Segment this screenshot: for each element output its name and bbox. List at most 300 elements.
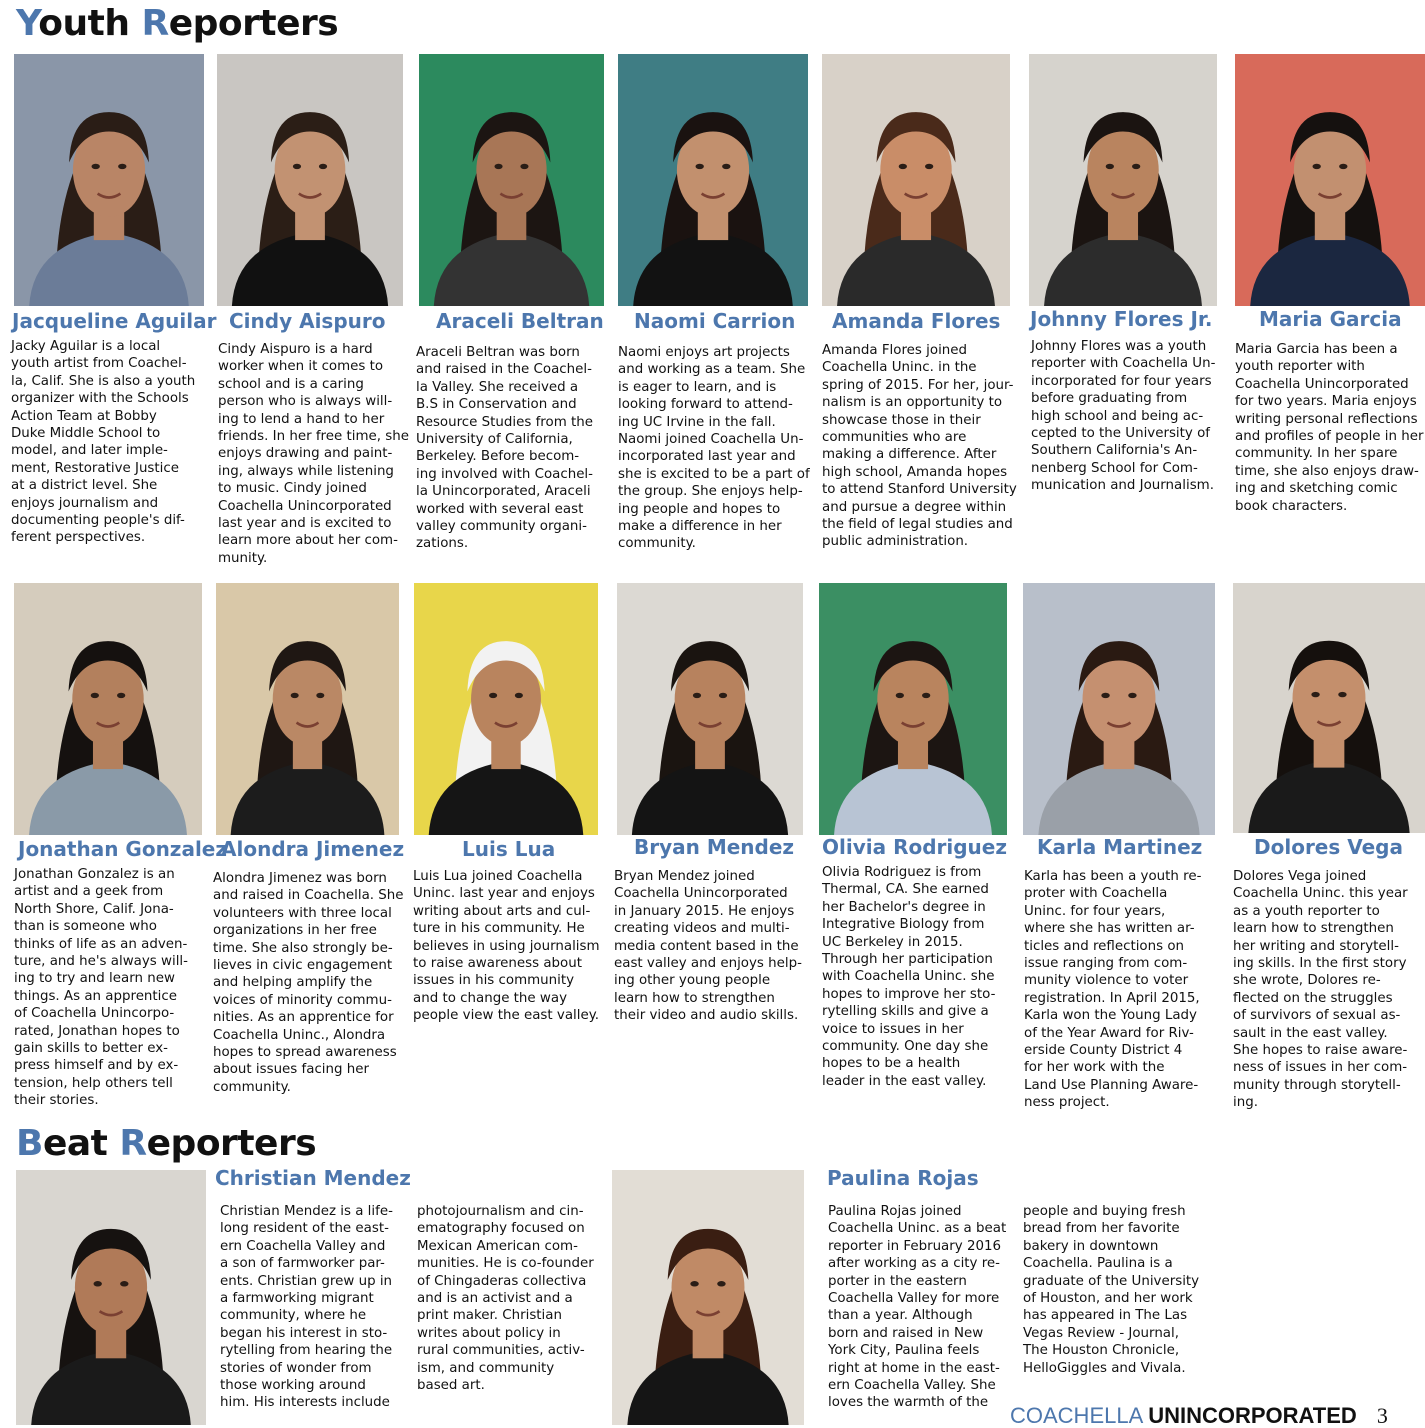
bio-line: Bryan Mendez joined	[614, 869, 755, 884]
bio-line: Southern California's An-	[1031, 443, 1198, 459]
portrait-left-eye	[896, 693, 904, 698]
bio-line: as a youth reporter to	[1233, 903, 1380, 919]
bio-line: Coachella Unincorporated	[614, 886, 788, 902]
bio-line: the group. She enjoys help-	[618, 484, 803, 500]
bio-line: Coachella. Paulina is a	[1023, 1256, 1173, 1272]
reporter-name: Luis Lua	[462, 837, 556, 861]
bio-line: thinks of life as an adven-	[14, 936, 188, 952]
bio-line: ism, and community	[417, 1360, 555, 1376]
reporter-photo	[14, 54, 204, 306]
portrait-right-eye	[1128, 693, 1136, 698]
bio-line: volunteers with three local	[213, 905, 392, 921]
reporter-name: Naomi Carrion	[634, 309, 796, 333]
bio-line: gain skills to better ex-	[14, 1041, 168, 1057]
bio-line: Through her participation	[822, 952, 993, 968]
portrait-left-eye	[690, 1281, 698, 1286]
bio-line: community, where he	[220, 1308, 367, 1324]
portrait-illustration	[612, 1170, 804, 1425]
bio-line: reporter with Coachella Un-	[1031, 356, 1216, 372]
reporter-photo	[612, 1170, 804, 1425]
bio-line: press himself and by ex-	[14, 1058, 179, 1074]
publication-footer	[1010, 1404, 1388, 1428]
bio-line: Luis Lua joined Coachella	[413, 869, 583, 884]
reporter-bio	[413, 868, 600, 1025]
reporter-photo	[419, 54, 604, 306]
bio-line: and raised in Coachella. She	[213, 888, 404, 904]
bio-line: model, and later imple-	[11, 443, 168, 459]
reporter-name: Araceli Beltran	[436, 309, 604, 333]
bio-line: ern Coachella Valley and	[220, 1238, 386, 1254]
beat-reporters-heading: Beat Reporters	[16, 1123, 317, 1164]
bio-line: Karla has been a youth re-	[1024, 869, 1202, 884]
bio-line: Naomi enjoys art projects	[618, 345, 790, 360]
bio-line: issues in his community	[413, 973, 575, 989]
bio-line: community. In her spare	[1235, 446, 1398, 462]
reporter-name: Alondra Jimenez	[221, 837, 405, 861]
bio-line: Naomi joined Coachella Un-	[618, 432, 804, 448]
bio-line: learn more about her com-	[218, 533, 398, 549]
bio-line: ing to try and learn new	[14, 971, 175, 987]
reporter-bio	[1235, 341, 1423, 515]
bio-line: and pursue a degree within	[822, 499, 1007, 515]
bio-line: ness project.	[1024, 1095, 1110, 1111]
bio-line: is eager to learn, and is	[618, 379, 777, 395]
bio-line: public administration.	[822, 534, 969, 550]
bio-line: documenting people's dif-	[11, 513, 185, 529]
reporter-name: Karla Martinez	[1037, 835, 1203, 859]
bio-line: the field of legal studies and	[822, 517, 1013, 533]
bio-line: print maker. Christian	[417, 1308, 562, 1324]
bio-line: Johnny Flores was a youth	[1031, 339, 1207, 354]
portrait-right-eye	[117, 693, 125, 698]
bio-line: organizer with the Schools	[11, 391, 189, 407]
bio-line: time, she also enjoys draw-	[1235, 463, 1419, 479]
portrait-right-eye	[719, 693, 727, 698]
reporter-name: Paulina Rojas	[827, 1166, 979, 1190]
bio-line: school and is a caring	[218, 376, 364, 392]
bio-line: hopes to improve her sto-	[822, 986, 996, 1002]
reporter-name: Cindy Aispuro	[229, 309, 386, 333]
portrait-left-eye	[1106, 164, 1114, 169]
portrait-left-eye	[94, 1281, 102, 1286]
bio-line: worked with several east	[416, 501, 584, 517]
portrait-illustration	[618, 54, 808, 306]
portrait-left-eye	[693, 693, 701, 698]
bio-line: ern Coachella Valley. She	[828, 1378, 996, 1394]
portrait-illustration	[819, 583, 1007, 835]
bio-line: of Chingaderas collectiva	[417, 1273, 587, 1289]
bio-line: of survivors of sexual as-	[1233, 1008, 1401, 1024]
bio-line: issue ranging from com-	[1024, 956, 1188, 972]
portrait-illustration	[216, 583, 399, 835]
portrait-illustration	[617, 583, 803, 835]
bio-line: him. His interests include	[220, 1395, 390, 1411]
bio-line: and to change the way	[413, 990, 567, 1006]
reporter-photo	[414, 583, 598, 835]
bio-line: Coachella Valley for more	[828, 1291, 1000, 1307]
bio-line: and helping amplify the	[213, 975, 373, 991]
reporter-name: Maria Garcia	[1259, 307, 1402, 331]
bio-line: Maria Garcia has been a	[1235, 342, 1398, 357]
bio-line: for her work with the	[1024, 1060, 1165, 1076]
reporter-bio	[11, 338, 195, 547]
portrait-left-eye	[489, 693, 497, 698]
bio-line: creating videos and multi-	[614, 921, 790, 937]
bio-line: enjoys drawing and paint-	[218, 446, 393, 462]
bio-line: Coachella Uninc. as a beat	[828, 1221, 1007, 1237]
reporter-bio	[220, 1203, 393, 1412]
bio-line: nities. As an apprentice for	[213, 1010, 394, 1026]
bio-line: graduate of the University	[1023, 1273, 1200, 1289]
reporter-photo	[216, 583, 399, 835]
portrait-right-eye	[1338, 692, 1346, 697]
reporter-photo	[618, 54, 808, 306]
bio-line: to music. Cindy joined	[218, 481, 367, 497]
portrait-right-eye	[316, 693, 324, 698]
reporter-photo	[617, 583, 803, 835]
bio-line: in January 2015. He enjoys	[614, 903, 795, 919]
bio-line: make a difference in her	[618, 519, 782, 535]
bio-line: Coachella Unincorporated	[1235, 376, 1409, 392]
bio-line: incorporated for four years	[1031, 373, 1212, 389]
portrait-illustration	[14, 583, 202, 835]
bio-line: Land Use Planning Aware-	[1024, 1077, 1199, 1093]
bio-line: Paulina Rojas joined	[828, 1204, 962, 1219]
bio-line: ing.	[1233, 1095, 1258, 1111]
bio-line: registration. In April 2015,	[1024, 990, 1200, 1006]
bio-line: born and raised in New	[828, 1325, 984, 1341]
portrait-right-eye	[925, 164, 933, 169]
bio-line: has appeared in The Las	[1023, 1308, 1188, 1324]
portrait-illustration	[822, 54, 1010, 306]
bio-line: ness of issues in her com-	[1233, 1060, 1408, 1076]
youth-reporters-heading: Youth Reporters	[16, 3, 339, 44]
bio-line: long resident of the east-	[220, 1221, 389, 1237]
bio-line: Cindy Aispuro is a hard	[218, 342, 373, 357]
portrait-right-eye	[1132, 164, 1140, 169]
bio-line: time. She also strongly be-	[213, 940, 393, 956]
bio-line: lieves in civic engagement	[213, 958, 393, 974]
reporter-bio	[822, 342, 1017, 551]
bio-line: high school, Amanda hopes	[822, 464, 1008, 480]
bio-line: writes about policy in	[417, 1325, 561, 1341]
bio-line: Jonathan Gonzalez is an	[14, 867, 175, 882]
portrait-right-eye	[1339, 164, 1347, 169]
reporter-bio	[1023, 1203, 1199, 1377]
reporter-photo	[217, 54, 403, 306]
portrait-left-eye	[494, 164, 502, 169]
bio-line: cepted to the University of	[1031, 426, 1210, 442]
bio-line: tension, help others tell	[14, 1075, 173, 1091]
reporter-bio	[1024, 868, 1201, 1112]
bio-line: ing other young people	[614, 973, 771, 989]
bio-line: la, Calif. She is also a youth	[11, 373, 196, 389]
reporter-bio	[14, 866, 188, 1110]
portrait-left-eye	[899, 164, 907, 169]
bio-line: where she has written ar-	[1024, 921, 1195, 937]
bio-line: munity.	[218, 550, 268, 566]
bio-line: people and buying fresh	[1023, 1204, 1186, 1219]
reporter-name: Olivia Rodriguez	[822, 835, 1007, 859]
bio-line: UC Berkeley in 2015.	[822, 934, 963, 950]
bio-line: incorporated last year and	[618, 449, 796, 465]
bio-line: sault in the east valley.	[1233, 1025, 1388, 1041]
bio-line: those working around	[220, 1378, 366, 1394]
bio-line: porter in the eastern	[828, 1273, 967, 1289]
reporter-photo	[1029, 54, 1217, 306]
bio-line: ematography focused on	[417, 1221, 585, 1237]
bio-line: worker when it comes to	[218, 359, 384, 375]
bio-line: Integrative Biology from	[822, 917, 985, 933]
portrait-right-eye	[120, 1281, 128, 1286]
portrait-left-eye	[1313, 164, 1321, 169]
bio-line: zations.	[416, 536, 469, 552]
reporter-photo	[1023, 583, 1215, 835]
bio-line: bakery in downtown	[1023, 1238, 1159, 1254]
bio-line: munity through storytell-	[1233, 1077, 1401, 1093]
bio-line: looking forward to attend-	[618, 397, 793, 413]
page-number: 3	[1376, 1403, 1388, 1428]
bio-line: la Valley. She received a	[416, 379, 579, 395]
bio-line: ing people and hopes to	[618, 501, 781, 517]
portrait-illustration	[1023, 583, 1215, 835]
bio-line: and is an activist and a	[417, 1291, 573, 1307]
bio-line: stories of wonder from	[220, 1360, 372, 1376]
reporter-name: Bryan Mendez	[634, 835, 795, 859]
bio-line: flected on the struggles	[1233, 990, 1393, 1006]
bio-line: media content based in the	[614, 938, 799, 954]
bio-line: person who is always will-	[218, 394, 393, 410]
bio-line: writing personal reflections	[1235, 411, 1418, 427]
bio-line: she is excited to be a part of	[618, 466, 810, 482]
brand-name-part1: COACHELLA	[1010, 1403, 1143, 1428]
portrait-right-eye	[515, 693, 523, 698]
bio-line: community.	[618, 536, 696, 552]
reporter-photo	[1235, 54, 1425, 306]
portrait-right-eye	[319, 164, 327, 169]
bio-line: to raise awareness about	[413, 956, 582, 972]
bio-line: erside County District 4	[1024, 1043, 1183, 1059]
bio-line: their video and audio skills.	[614, 1008, 799, 1024]
portrait-illustration	[16, 1170, 206, 1425]
bio-line: and profiles of people in her	[1235, 429, 1424, 445]
bio-line: and raised in the Coachel-	[416, 362, 592, 378]
bio-line: ment, Restorative Justice	[11, 460, 179, 476]
bio-line: Coachella Uninc., Alondra	[213, 1027, 386, 1043]
bio-line: Amanda Flores joined	[822, 343, 968, 358]
portrait-illustration	[217, 54, 403, 306]
bio-line: loves the warmth of the	[828, 1395, 989, 1411]
reporter-name: Jacqueline Aguilar	[12, 309, 217, 333]
reporter-bio	[213, 870, 404, 1096]
bio-line: ing to lend a hand to her	[218, 411, 385, 427]
bio-line: Coachella Unincorporated	[218, 498, 392, 514]
reporter-bio	[828, 1203, 1006, 1412]
bio-line: Araceli Beltran was born	[416, 345, 580, 360]
bio-line: Alondra Jimenez was born	[213, 871, 387, 886]
bio-line: their stories.	[14, 1093, 99, 1109]
bio-line: artist and a geek from	[14, 884, 164, 900]
portrait-left-eye	[291, 693, 299, 698]
bio-line: communities who are	[822, 430, 967, 446]
bio-line: friends. In her free time, she	[218, 429, 409, 445]
bio-line: learn how to strengthen	[1233, 921, 1394, 937]
bio-line: Vegas Review - Journal,	[1023, 1325, 1179, 1341]
bio-line: munities. He is co-founder	[417, 1256, 594, 1272]
portrait-left-eye	[696, 164, 704, 169]
bio-line: community.	[213, 1079, 291, 1095]
bio-line: la Unincorporated, Araceli	[416, 484, 591, 500]
brand-name-part2: UNINCORPORATED	[1148, 1403, 1357, 1428]
reporter-name: Amanda Flores	[832, 309, 1001, 333]
reporter-name: Johnny Flores Jr.	[1030, 307, 1213, 331]
reporter-bio	[218, 341, 409, 567]
bio-line: proter with Coachella	[1024, 886, 1168, 902]
bio-line: her Bachelor's degree in	[822, 899, 986, 915]
bio-line: people view the east valley.	[413, 1008, 599, 1024]
bio-line: Christian Mendez is a life-	[220, 1204, 393, 1219]
bio-line: rytelling from hearing the	[220, 1343, 393, 1359]
bio-line: her writing and storytell-	[1233, 938, 1399, 954]
portrait-illustration	[1029, 54, 1217, 306]
bio-line: based art.	[417, 1378, 485, 1394]
bio-line: last year and is excited to	[218, 516, 392, 532]
bio-line: hopes to spread awareness	[213, 1045, 397, 1061]
bio-line: rural communities, activ-	[417, 1343, 585, 1359]
portrait-left-eye	[92, 164, 100, 169]
bio-line: ing involved with Coachel-	[416, 466, 593, 482]
bio-line: ture in his community. He	[413, 921, 585, 937]
portrait-left-eye	[91, 693, 99, 698]
bio-line: ture, and he's always will-	[14, 954, 188, 970]
reporter-photo	[1233, 583, 1425, 833]
bio-line: ing UC Irvine in the fall.	[618, 414, 776, 430]
bio-line: learn how to strengthen	[614, 990, 775, 1006]
bio-line: enjoys journalism and	[11, 495, 159, 511]
bio-line: ing skills. In the first story	[1233, 956, 1407, 972]
reporter-bio	[417, 1203, 594, 1394]
bio-line: about issues facing her	[213, 1062, 369, 1078]
bio-line: of Coachella Unincorpo-	[14, 1006, 175, 1022]
bio-line: photojournalism and cin-	[417, 1204, 584, 1219]
bio-line: organizations in her free	[213, 923, 377, 939]
bio-line: spring of 2015. For her, jour-	[822, 377, 1014, 393]
reporter-bio	[1233, 868, 1408, 1112]
bio-line: valley community organi-	[416, 519, 587, 535]
bio-line: before graduating from	[1031, 391, 1188, 407]
bio-line: of the Year Award for Riv-	[1024, 1025, 1194, 1041]
bio-line: Mexican American com-	[417, 1238, 578, 1254]
bio-line: B.S in Conservation and	[416, 397, 577, 413]
portrait-right-eye	[717, 1281, 725, 1286]
portrait-right-eye	[922, 693, 930, 698]
bio-line: North Shore, Calif. Jona-	[14, 901, 174, 917]
bio-line: youth reporter with	[1235, 359, 1365, 375]
reporter-photo	[822, 54, 1010, 306]
bio-line: than a year. Although	[828, 1308, 973, 1324]
portrait-left-eye	[1101, 693, 1109, 698]
bio-line: ing and sketching comic	[1235, 481, 1398, 497]
bio-line: ing, always while listening	[218, 463, 394, 479]
bio-line: rytelling skills and give a	[822, 1004, 989, 1020]
bio-line: believes in using journalism	[413, 938, 600, 954]
bio-line: University of California,	[416, 432, 573, 448]
bio-line: Berkeley. Before becom-	[416, 449, 580, 465]
bio-line: making a difference. After	[822, 447, 997, 463]
reporter-name: Dolores Vega	[1254, 835, 1403, 859]
bio-line: hopes to be a health	[822, 1056, 961, 1072]
bio-line: began his interest in sto-	[220, 1325, 388, 1341]
bio-line: community. One day she	[822, 1039, 989, 1055]
bio-line: Uninc. last year and enjoys	[413, 886, 595, 902]
bio-line: a son of farmworker par-	[220, 1256, 385, 1272]
bio-line: youth artist from Coachel-	[11, 356, 187, 372]
bio-line: writing about arts and cul-	[413, 903, 591, 919]
bio-line: ticles and reflections on	[1024, 938, 1185, 954]
bio-line: things. As an apprentice	[14, 988, 177, 1004]
bio-line: The Houston Chronicle,	[1023, 1343, 1180, 1359]
reporter-bio	[822, 864, 995, 1090]
portrait-right-eye	[520, 164, 528, 169]
bio-line: Thermal, CA. She earned	[822, 882, 989, 898]
bio-line: at a district level. She	[11, 478, 158, 494]
reporter-bio	[1031, 338, 1215, 495]
reporter-bio	[618, 344, 810, 553]
bio-line: to attend Stanford University	[822, 482, 1017, 498]
bio-line: ents. Christian grew up in	[220, 1273, 393, 1289]
bio-line: HelloGiggles and Vivala.	[1023, 1360, 1186, 1376]
bio-line: right at home in the east-	[828, 1360, 1000, 1376]
bio-line: she wrote, Dolores re-	[1233, 973, 1381, 989]
bio-line: voice to issues in her	[822, 1021, 964, 1037]
bio-line: York City, Paulina feels	[828, 1343, 980, 1359]
bio-line: munication and Journalism.	[1031, 478, 1214, 494]
reporter-photo	[16, 1170, 206, 1425]
portrait-left-eye	[293, 164, 301, 169]
bio-line: for two years. Maria enjoys	[1235, 394, 1417, 410]
bio-line: nenberg School for Com-	[1031, 460, 1198, 476]
bio-line: of Houston, and her work	[1023, 1291, 1193, 1307]
portrait-illustration	[414, 583, 598, 835]
bio-line: leader in the east valley.	[822, 1073, 987, 1089]
bio-line: She hopes to raise aware-	[1233, 1043, 1408, 1059]
bio-line: with Coachella Uninc. she	[822, 969, 995, 985]
bio-line: ferent perspectives.	[11, 530, 146, 546]
bio-line: Jacky Aguilar is a local	[11, 339, 161, 354]
bio-line: Karla won the Young Lady	[1024, 1008, 1197, 1024]
reporter-name: Jonathan Gonzalez	[18, 837, 228, 861]
reporter-bio	[416, 344, 593, 553]
reporter-photo	[14, 583, 202, 835]
bio-line: Coachella Uninc. this year	[1233, 886, 1408, 902]
bio-line: and working as a team. She	[618, 362, 806, 378]
bio-line: Coachella Uninc. in the	[822, 360, 977, 376]
bio-line: bread from her favorite	[1023, 1221, 1180, 1237]
reporter-photo	[819, 583, 1007, 835]
bio-line: showcase those in their	[822, 412, 981, 428]
bio-line: east valley and enjoys help-	[614, 956, 802, 972]
bio-line: nalism is an opportunity to	[822, 395, 1003, 411]
bio-line: rated, Jonathan hopes to	[14, 1023, 180, 1039]
bio-line: reporter in February 2016	[828, 1238, 1002, 1254]
portrait-illustration	[1233, 583, 1425, 833]
bio-line: Dolores Vega joined	[1233, 869, 1367, 884]
bio-line: Resource Studies from the	[416, 414, 593, 430]
bio-line: after working as a city re-	[828, 1256, 1000, 1272]
portrait-right-eye	[118, 164, 126, 169]
bio-line: Duke Middle School to	[11, 426, 161, 442]
portrait-illustration	[1235, 54, 1425, 306]
